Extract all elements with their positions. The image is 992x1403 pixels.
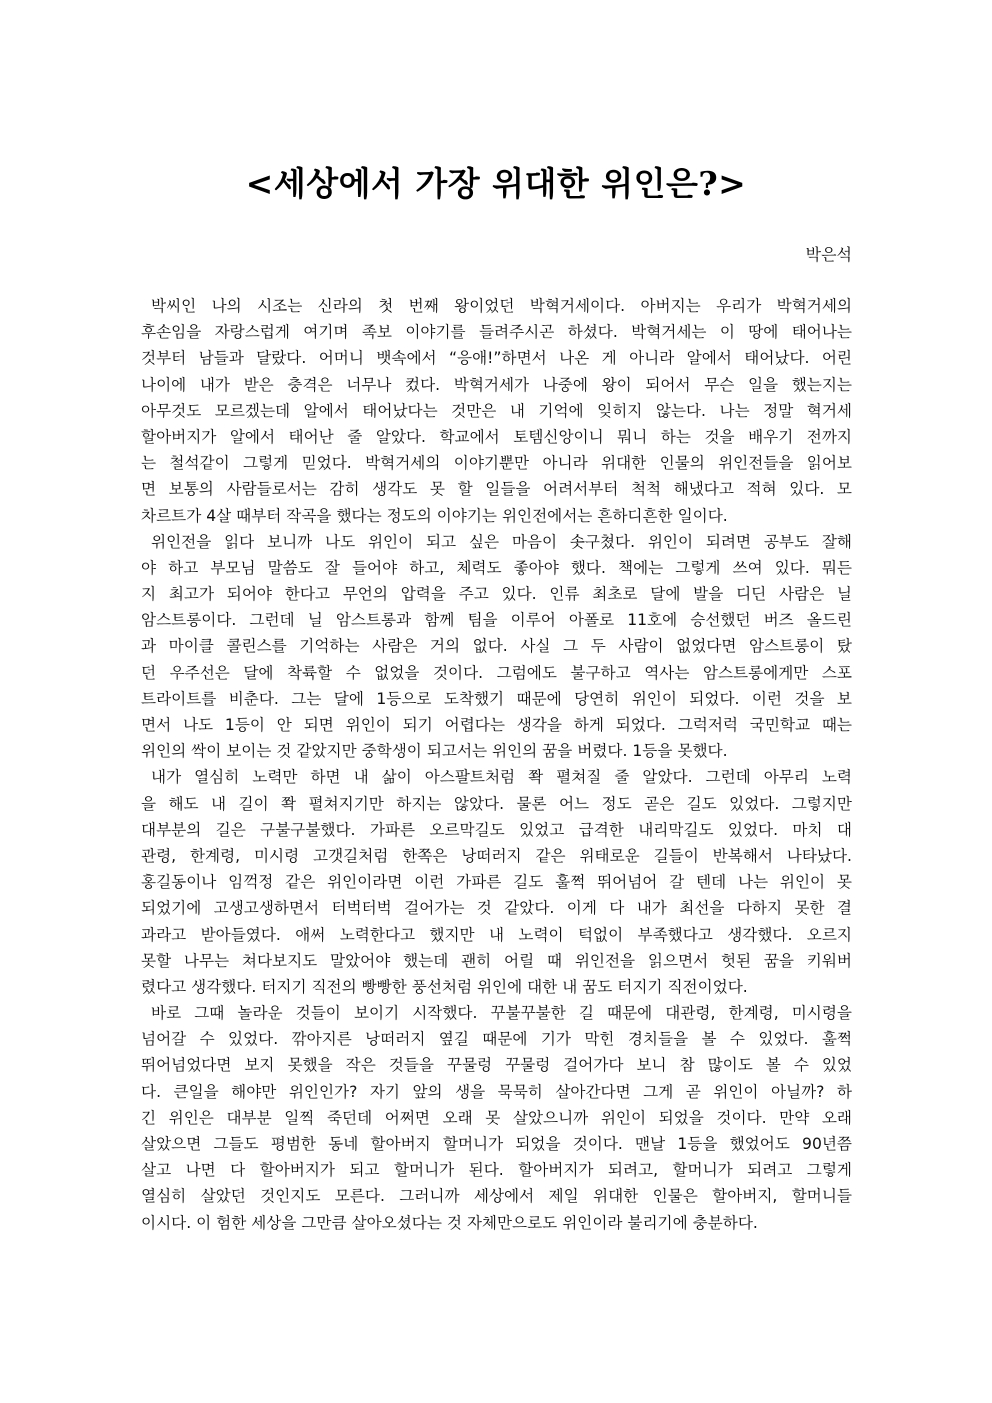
text-line: 트라이트를 비춘다. 그는 달에 1등으로 도착했기 때문에 당연히 위인이 되었다. 이런 것을 보 (141, 689, 852, 708)
text-line: 관령, 한계령, 미시령 고갯길처럼 한쪽은 낭떠러지 같은 위태로운 길들이 반복해서 나타났다. (141, 846, 852, 865)
paragraph (141, 1000, 852, 1236)
text-line: 할아버지가 알에서 태어난 줄 알았다. 학교에서 토템신앙이니 뭐니 하는 것을 배우기 전까지 (141, 427, 852, 446)
text-line: 차르트가 4살 때부터 작곡을 했다는 정도의 이야기는 위인전에서는 흔하디흔한 일이다. (141, 506, 728, 525)
text-line: 이시다. 이 험한 세상을 그만큼 살아오셨다는 것 자체만으로도 위인이라 불리기에 충분하다. (141, 1213, 758, 1232)
text-line: 다. 큰일을 해야만 위인인가? 자기 앞의 생을 묵묵히 살아간다면 그게 곧 위인이 아닐까? 하 (141, 1082, 852, 1101)
text-line: 뛰어넘었다면 보지 못했을 작은 것들을 꾸물렁 꾸물렁 걸어가다 보니 참 많이도 볼 수 있었 (141, 1056, 852, 1075)
text-line: 살고 나면 다 할아버지가 되고 할머니가 된다. 할아버지가 되려고, 할머니가 되려고 그렇게 (141, 1161, 852, 1180)
paragraph (141, 529, 852, 765)
text-line: 위인전을 읽다 보니까 나도 위인이 되고 싶은 마음이 솟구쳤다. 위인이 되려면 공부도 잘해 (151, 532, 852, 551)
text-line: 바로 그때 놀라운 것들이 보이기 시작했다. 꾸불꾸불한 길 때문에 대관령, 한계령, 미시령을 (151, 1004, 852, 1023)
paragraph (141, 764, 852, 1000)
text-line: 되었기에 고생고생하면서 터벅터벅 걸어가는 것 같았다. 이게 다 내가 최선을 다하지 못한 결 (141, 899, 852, 918)
text-line: 대부분의 길은 구불구불했다. 가파른 오르막길도 있었고 급격한 내리막길도 있었다. 마치 대 (141, 820, 852, 839)
text-line: 던 우주선은 달에 착륙할 수 없었을 것이다. 그럼에도 불구하고 역사는 암스트롱에게만 스포 (141, 663, 852, 682)
text-line: 못할 나무는 쳐다보지도 말았어야 했는데 괜히 어릴 때 위인전을 읽으면서 헛된 꿈을 키워버 (141, 951, 852, 970)
text-line: 것부터 남들과 달랐다. 어머니 뱃속에서 “응애!”하면서 나온 게 아니라 알에서 태어났다. 어린 (141, 349, 852, 368)
text-line: 렸다고 생각했다. 터지기 직전의 빵빵한 풍선처럼 위인에 대한 내 꿈도 터지기 직전이었다. (141, 977, 748, 996)
text-line: 열심히 살았던 것인지도 모른다. 그러니까 세상에서 제일 위대한 인물은 할아버지, 할머니들 (141, 1187, 852, 1206)
text-line: 지 최고가 되어야 한다고 무언의 압력을 주고 있다. 인류 최초로 달에 발을 디딘 사람은 닐 (141, 585, 852, 604)
text-line: 내가 열심히 노력만 하면 내 삶이 아스팔트처럼 쫙 펼쳐질 줄 알았다. 그런데 아무리 노력 (151, 768, 852, 787)
text-line: 홍길동이나 임꺽정 같은 위인이라면 이런 가파른 길도 훌쩍 뛰어넘어 갈 텐데 나는 위인이 못 (141, 873, 852, 892)
text-line: 면서 나도 1등이 안 되면 위인이 되기 어렵다는 생각을 하게 되었다. 그럭저럭 국민학교 때는 (141, 716, 852, 734)
text-line: 과라고 받아들였다. 애써 노력한다고 했지만 내 노력이 턱없이 부족했다고 생각했다. 오르지 (141, 925, 852, 944)
text-line: 박씨인 나의 시조는 신라의 첫 번째 왕이었던 박혁거세이다. 아버지는 우리가 박혁거세의 (151, 297, 852, 315)
text-line: 살았으면 그들도 평범한 동네 할아버지 할머니가 되었을 것이다. 맨날 1등을 했었어도 90년쯤 (141, 1135, 852, 1153)
document-title: <세상에서 가장 위대한 위인은?> (245, 164, 747, 203)
text-line: 후손임을 자랑스럽게 여기며 족보 이야기를 들려주시곤 하셨다. 박혁거세는 이 땅에 태어나는 (141, 323, 852, 342)
paragraph (141, 293, 852, 529)
text-line: 는 철석같이 그렇게 믿었다. 박혁거세의 이야기뿐만 아니라 위대한 인물의 위인전들을 읽어보 (141, 454, 852, 473)
text-line: 과 마이클 콜린스를 기억하는 사람은 거의 없다. 사실 그 두 사람이 없었다면 암스트롱이 탔 (141, 637, 852, 656)
text-line: 아무것도 모르겠는데 알에서 태어났다는 것만은 내 기억에 잊히지 않는다. 나는 정말 혁거세 (141, 401, 852, 420)
document-body (141, 293, 852, 1236)
text-line: 을 해도 내 길이 쫙 펼쳐지기만 하지는 않았다. 물론 어느 정도 곧은 길도 있었다. 그렇지만 (141, 794, 852, 813)
text-line: 야 하고 부모님 말씀도 잘 들어야 하고, 체력도 좋아야 했다. 책에는 그렇게 쓰여 있다. 뭐든 (141, 558, 852, 577)
text-line: 면 보통의 사람들로서는 감히 생각도 못 할 일들을 어려서부터 척척 해냈다고 적혀 있다. 모 (141, 480, 852, 499)
text-line: 암스트롱이다. 그런데 닐 암스트롱과 함께 팀을 이루어 아폴로 11호에 승선했던 버즈 올드린 (141, 611, 852, 630)
author-name: 박은석 (805, 245, 852, 264)
text-line: 위인의 싹이 보이는 것 같았지만 중학생이 되고서는 위인의 꿈을 버렸다. 1등을 못했다. (141, 742, 728, 761)
text-line: 긴 위인은 대부분 일찍 죽던데 어쩌면 오래 못 살았으니까 위인이 되었을 것이다. 만약 오래 (141, 1108, 852, 1127)
text-line: 넘어갈 수 있었다. 깎아지른 낭떠러지 옆길 때문에 기가 막힌 경치들을 볼 수 있었다. 훌쩍 (141, 1030, 852, 1049)
text-line: 나이에 내가 받은 충격은 너무나 컸다. 박혁거세가 나중에 왕이 되어서 무슨 일을 했는지는 (141, 375, 852, 394)
